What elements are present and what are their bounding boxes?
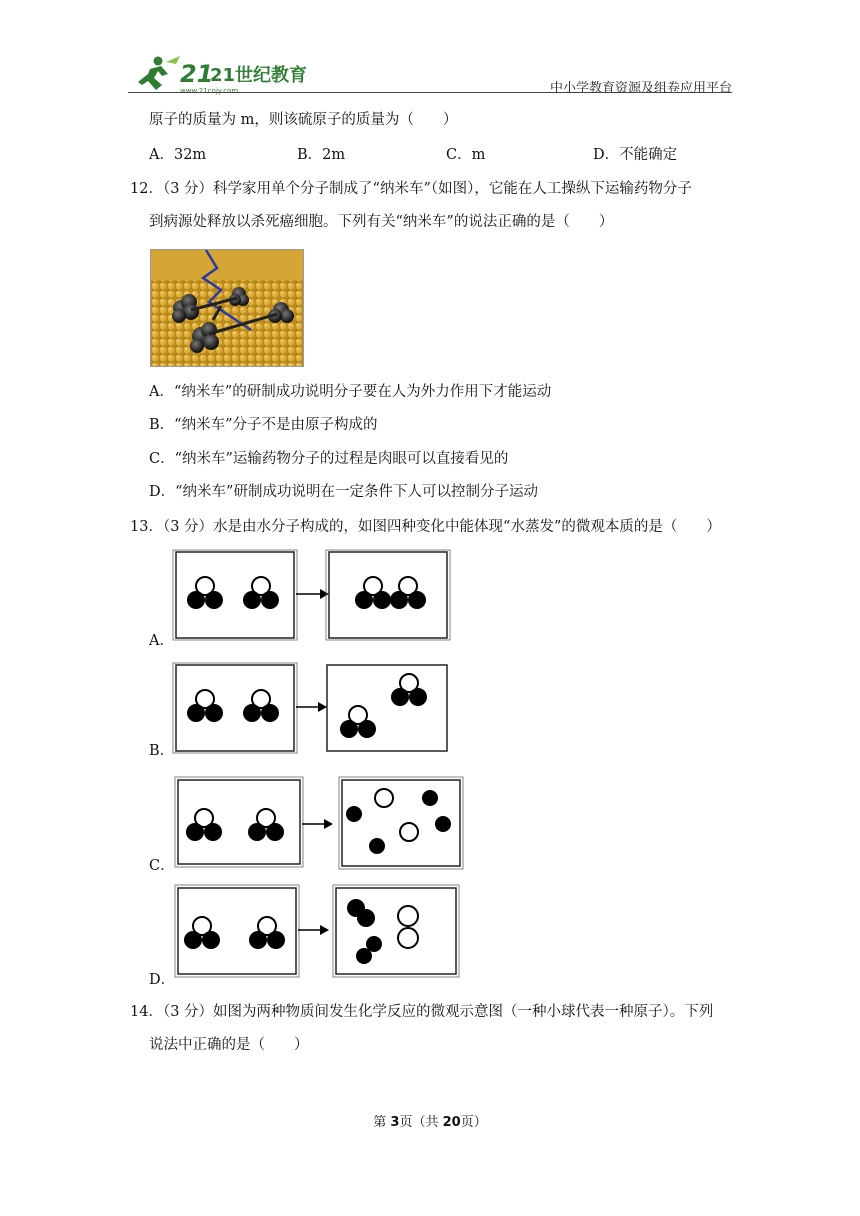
- q13-option-b-label: B．: [149, 743, 175, 759]
- q13-option-d-label: D．: [149, 972, 176, 988]
- site-logo: [128, 52, 308, 96]
- q12-stem-line1: 12．（3 分）科学家用单个分子制成了“纳米车”（如图），它能在人工操纵下运输药物分子: [130, 181, 692, 197]
- q12-option-b: B．“纳米车”分子不是由原子构成的: [149, 417, 378, 433]
- q11-option-c: C．m: [446, 147, 486, 163]
- arrow-icon: [324, 819, 333, 829]
- footer-suffix: 页）: [460, 1115, 487, 1130]
- svg-text:www.21cnjy.com: www.21cnjy.com: [180, 87, 239, 95]
- svg-text:21: 21: [180, 60, 214, 88]
- arrow-icon: [320, 589, 329, 599]
- water-molecule: [243, 577, 279, 609]
- q11-stem: 原子的质量为 m，则该硫原子的质量为（ ）: [149, 112, 458, 128]
- q13-option-c-label: C．: [149, 858, 175, 874]
- q14-stem-line2: 说法中正确的是（ ）: [149, 1037, 309, 1053]
- q12-option-c: C．“纳米车”运输药物分子的过程是肉眼可以直接看见的: [149, 451, 509, 467]
- q13-diagram-c: [172, 776, 464, 870]
- page-total: 20: [442, 1115, 461, 1130]
- q11-option-b: B．2m: [297, 147, 346, 163]
- arrow-icon: [318, 702, 327, 712]
- water-molecule: [187, 577, 223, 609]
- q13-stem: 13．（3 分）水是由水分子构成的，如图四种变化中能体现“水蒸发”的微观本质的是（ ）: [130, 519, 721, 535]
- q13-diagram-a: [172, 550, 452, 642]
- page-number: 3: [390, 1115, 400, 1130]
- platform-name: 中小学教育资源及组卷应用平台: [549, 81, 732, 96]
- footer-middle: 页（共: [399, 1115, 443, 1130]
- arrow-icon: [320, 925, 329, 935]
- q12-option-a: A．“纳米车”的研制成功说明分子要在人为外力作用下才能运动: [149, 384, 552, 400]
- runner-icon: [138, 56, 180, 90]
- q14-stem-line1: 14．（3 分）如图为两种物质间发生化学反应的微观示意图（一种小球代表一种原子）。下列: [130, 1004, 714, 1020]
- q11-option-a: A．32m: [149, 147, 207, 163]
- nanocar-image: [150, 249, 304, 367]
- q12-option-d: D．“纳米车”研制成功说明在一定条件下人可以控制分子运动: [149, 484, 538, 500]
- q13-diagram-d: [172, 884, 464, 978]
- q13-option-a-label: A．: [149, 633, 174, 649]
- footer-prefix: 第: [373, 1115, 391, 1130]
- header-divider: [128, 92, 732, 93]
- svg-text:21世纪教育: 21世纪教育: [210, 65, 308, 86]
- page-footer: [0, 1111, 860, 1130]
- q13-diagram-b: [172, 663, 452, 755]
- q12-stem-line2: 到病源处释放以杀死癌细胞。下列有关“纳米车”的说法正确的是（ ）: [149, 214, 614, 230]
- q11-option-d: D．不能确定: [593, 147, 678, 163]
